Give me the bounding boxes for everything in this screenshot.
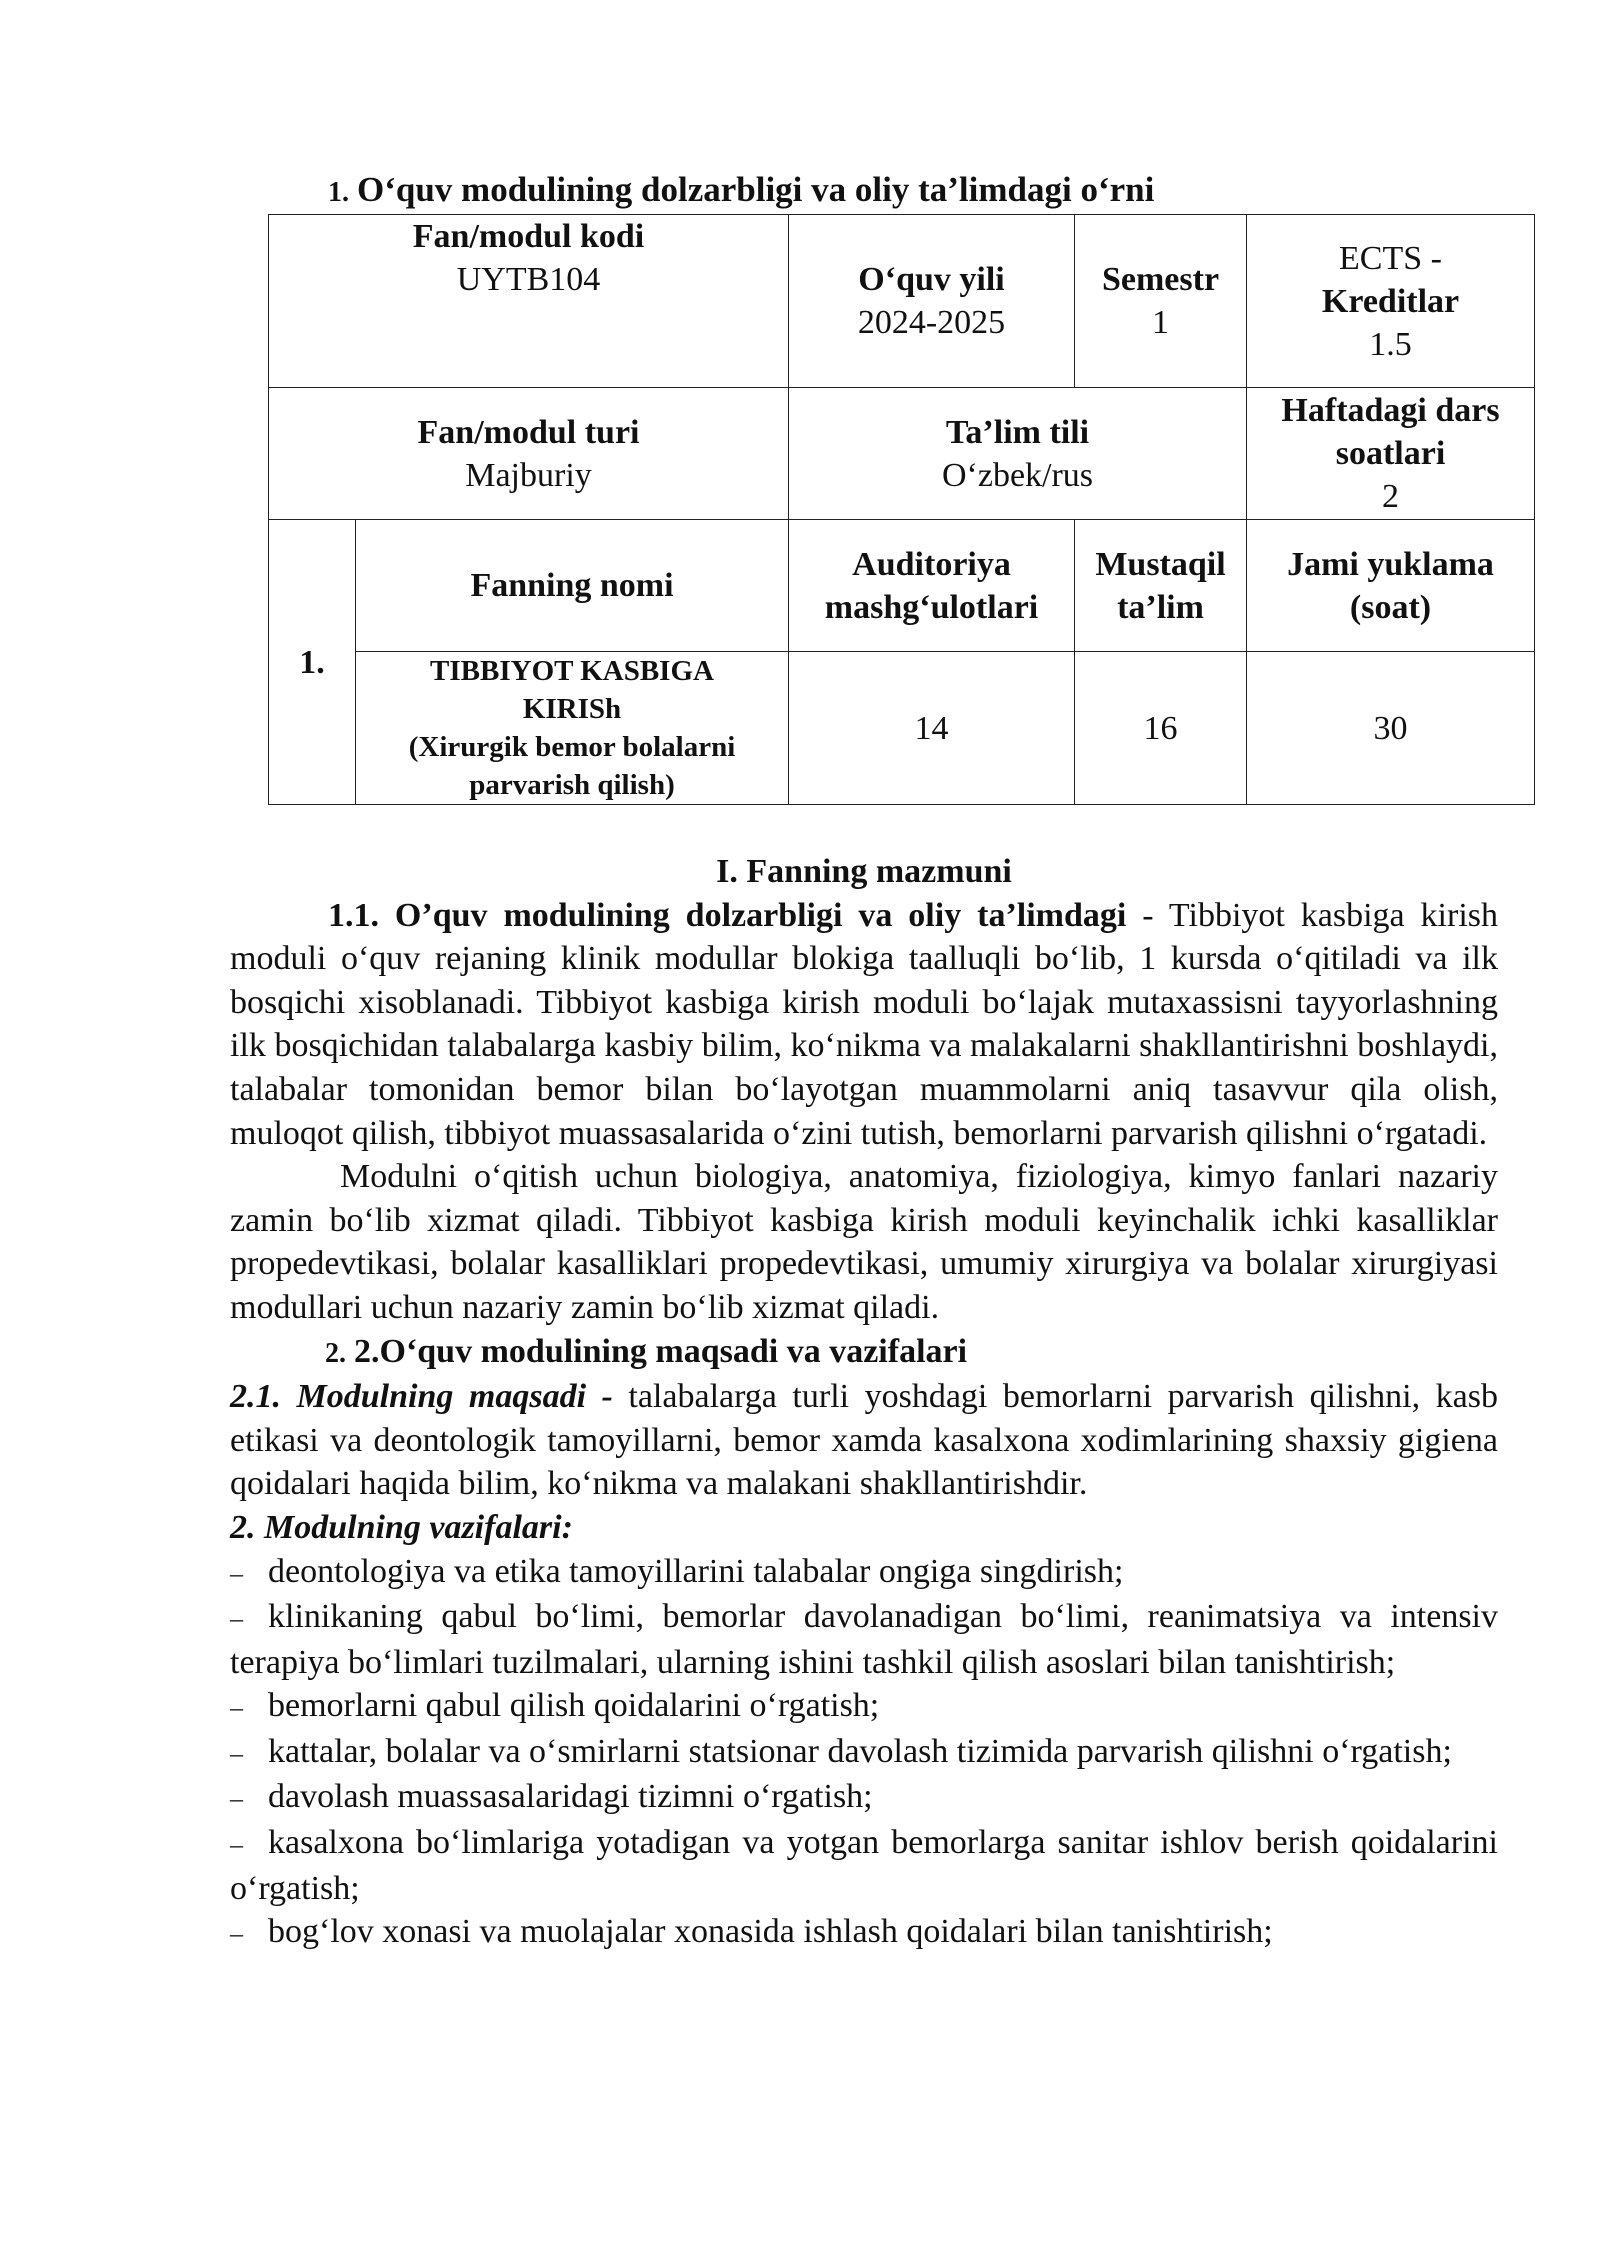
- academic-year-value: 2024-2025: [857, 304, 1006, 341]
- list-item-text: klinikaning qabul bo‘limi, bemorlar davolanadigan bo‘limi, reanimatsiya va intensiv terapiya bo‘limlari tuzilmalari, ularning ishini tashkil qilish asoslari bilan tanishtirish;: [230, 1598, 1498, 1681]
- list-item-text: deontologiya va etika tamoyillarini talabalar ongiga singdirish;: [268, 1552, 1124, 1590]
- module-info-table: [268, 214, 1535, 805]
- module-code-label: Fan/modul kodi: [412, 218, 645, 255]
- independent-label-2: ta’lim: [1117, 588, 1204, 626]
- independent-header: [1075, 520, 1247, 652]
- paragraph-goal: [230, 1375, 1498, 1506]
- row-number: 1.: [299, 643, 325, 681]
- subject-name-line-4: parvarish qilish): [469, 769, 675, 801]
- auditorium-hours-value: 14: [914, 709, 949, 747]
- list-item: [230, 1821, 1498, 1910]
- list-item: [230, 1595, 1498, 1684]
- subject-name-header: [356, 520, 789, 652]
- independent-label: Mustaqil: [1095, 545, 1226, 583]
- independent-hours-value: 16: [1143, 709, 1178, 747]
- paragraph-relevance: [230, 894, 1498, 1156]
- subject-name-line-3: (Xirurgik bemor bolalarni: [408, 731, 736, 763]
- semester-cell: [1075, 215, 1247, 388]
- subject-name-line-2: KIRISh: [522, 693, 622, 725]
- semester-value: 1: [1152, 304, 1170, 341]
- section-2-title: 2.O‘quv modulining maqsadi va vazifalari: [354, 1332, 968, 1370]
- paragraph-foundation: Modulni o‘qitish uchun biologiya, anatomiya, fiziologiya, kimyo fanlari nazariy zamin bo‘lib xizmat qiladi. Tibbiyot kasbiga kirish moduli keyinchalik ichki kasalliklar propedevtikasi, bolalar kasalliklari propedevtikasi, umumiy xirurgiya va bolalar xirurgiyasi modullari uchun nazariy zamin bo‘lib xizmat qiladi.: [230, 1158, 1498, 1326]
- language-cell: [789, 388, 1247, 520]
- list-item-text: kattalar, bolalar va o‘smirlarni statsionar davolash tizimida parvarish qilishni o‘rgatish;: [268, 1732, 1452, 1770]
- list-item: [230, 1910, 1498, 1956]
- paragraph-goal-title: 2.1. Modulning maqsadi -: [230, 1378, 613, 1416]
- section-number: 1.: [328, 177, 349, 208]
- list-item-text: davolash muassasalaridagi tizimni o‘rgatish;: [268, 1778, 873, 1816]
- section-2-heading: [230, 1330, 1498, 1376]
- module-type-cell: [269, 388, 789, 520]
- paragraph-relevance-title: 1.1. O’quv modulining dolzarbligi va oliy ta’limdagi: [328, 896, 1127, 934]
- paragraph-goal-text: talabalarga turli yoshdagi bemorlarni parvarish qilishni, kasb etikasi va deontologik tamoyillarni, bemor xamda kasalxona xodimlarining shaxsiy gigiena qoidalari haqida bilim, ko‘nikma va malakani shakllantirishdir.: [230, 1378, 1498, 1503]
- section-2-number: 2.: [325, 1337, 346, 1369]
- subject-name-line-1: TIBBIYOT KASBIGA: [430, 655, 714, 687]
- language-label: Ta’lim tili: [945, 413, 1090, 451]
- row-number-cell: [269, 520, 356, 805]
- total-header: [1247, 520, 1535, 652]
- section-title-text: O‘quv modulining dolzarbligi va oliy ta’limdagi o‘rni: [357, 170, 1155, 209]
- ects-cell: [1247, 215, 1535, 388]
- dash-bullet: –: [230, 1784, 243, 1814]
- ects-value: 1.5: [1369, 325, 1412, 363]
- dash-bullet: –: [230, 1558, 243, 1588]
- total-hours-cell: [1247, 652, 1535, 805]
- language-value: O‘zbek/rus: [941, 456, 1094, 494]
- independent-hours-cell: [1075, 652, 1247, 805]
- table-row: [269, 652, 1535, 805]
- weekly-hours-value: 2: [1382, 478, 1400, 515]
- auditorium-label: Auditoriya: [852, 545, 1011, 583]
- content-heading: I. Fanning mazmuni: [716, 853, 1012, 890]
- weekly-hours-label: Haftadagi dars: [1281, 392, 1500, 429]
- dash-bullet: –: [230, 1738, 243, 1768]
- module-type-label: Fan/modul turi: [417, 413, 640, 451]
- semester-label: Semestr: [1101, 261, 1220, 298]
- academic-year-cell: [789, 215, 1075, 388]
- list-item: [230, 1775, 1498, 1821]
- list-item: [230, 1730, 1498, 1776]
- dash-bullet: –: [230, 1604, 243, 1634]
- subject-name-cell: [356, 652, 789, 805]
- list-item-text: bemorlarni qabul qilish qoidalarini o‘rgatish;: [268, 1687, 880, 1725]
- module-type-value: Majburiy: [465, 456, 592, 494]
- credits-label: Kreditlar: [1321, 282, 1460, 320]
- module-code-cell: [269, 215, 789, 388]
- document-body: [230, 850, 1498, 1956]
- weekly-hours-cell: [1247, 388, 1535, 520]
- auditorium-hours-cell: [789, 652, 1075, 805]
- subject-name-label: Fanning nomi: [470, 567, 674, 604]
- total-label: Jami yuklama: [1287, 545, 1494, 583]
- total-hours-value: 30: [1373, 709, 1408, 747]
- list-item-text: bog‘lov xonasi va muolajalar xonasida ishlash qoidalari bilan tanishtirish;: [268, 1913, 1273, 1951]
- auditorium-header: [789, 520, 1075, 652]
- list-item: [230, 1550, 1498, 1596]
- table-row: [269, 388, 1535, 520]
- table-row: [269, 215, 1535, 388]
- dash-bullet: –: [230, 1693, 243, 1723]
- tasks-title: 2. Modulning vazifalari:: [230, 1508, 573, 1546]
- weekly-hours-label-2: soatlari: [1335, 435, 1446, 472]
- paragraph-relevance-text: - Tibbiyot kasbiga kirish moduli o‘quv rejaning klinik modullar blokiga taalluqli bo‘lib, 1 kursda o‘qitiladi va ilk bosqichi xisoblanadi. Tibbiyot kasbiga kirish moduli bo‘lajak mutaxassisni tayyorlashning ilk bosqichidan talabalarga kasbiy bilim, ko‘nikma va malakalarni shakllantirishni boshlaydi, talabalar tomonidan bemor bilan bo‘layotgan muammolarni aniq tasavvur qila olish, muloqot qilish, tibbiyot muassasalarida o‘zini tutish, bemorlarni parvarish qilishni o‘rgatadi.: [230, 896, 1498, 1152]
- section-title: [328, 168, 1154, 215]
- module-code-value: UYTB104: [456, 261, 601, 298]
- dash-bullet: –: [230, 1830, 243, 1860]
- table-row: [269, 520, 1535, 652]
- academic-year-label: O‘quv yili: [858, 261, 1005, 298]
- list-item: [230, 1684, 1498, 1730]
- list-item-text: kasalxona bo‘limlariga yotadigan va yotgan bemorlarga sanitar ishlov berish qoidalarini o‘rgatish;: [230, 1824, 1498, 1907]
- total-label-2: (soat): [1349, 588, 1432, 626]
- ects-label: ECTS -: [1339, 239, 1442, 277]
- auditorium-label-2: mashg‘ulotlari: [824, 588, 1039, 626]
- dash-bullet: –: [230, 1919, 243, 1949]
